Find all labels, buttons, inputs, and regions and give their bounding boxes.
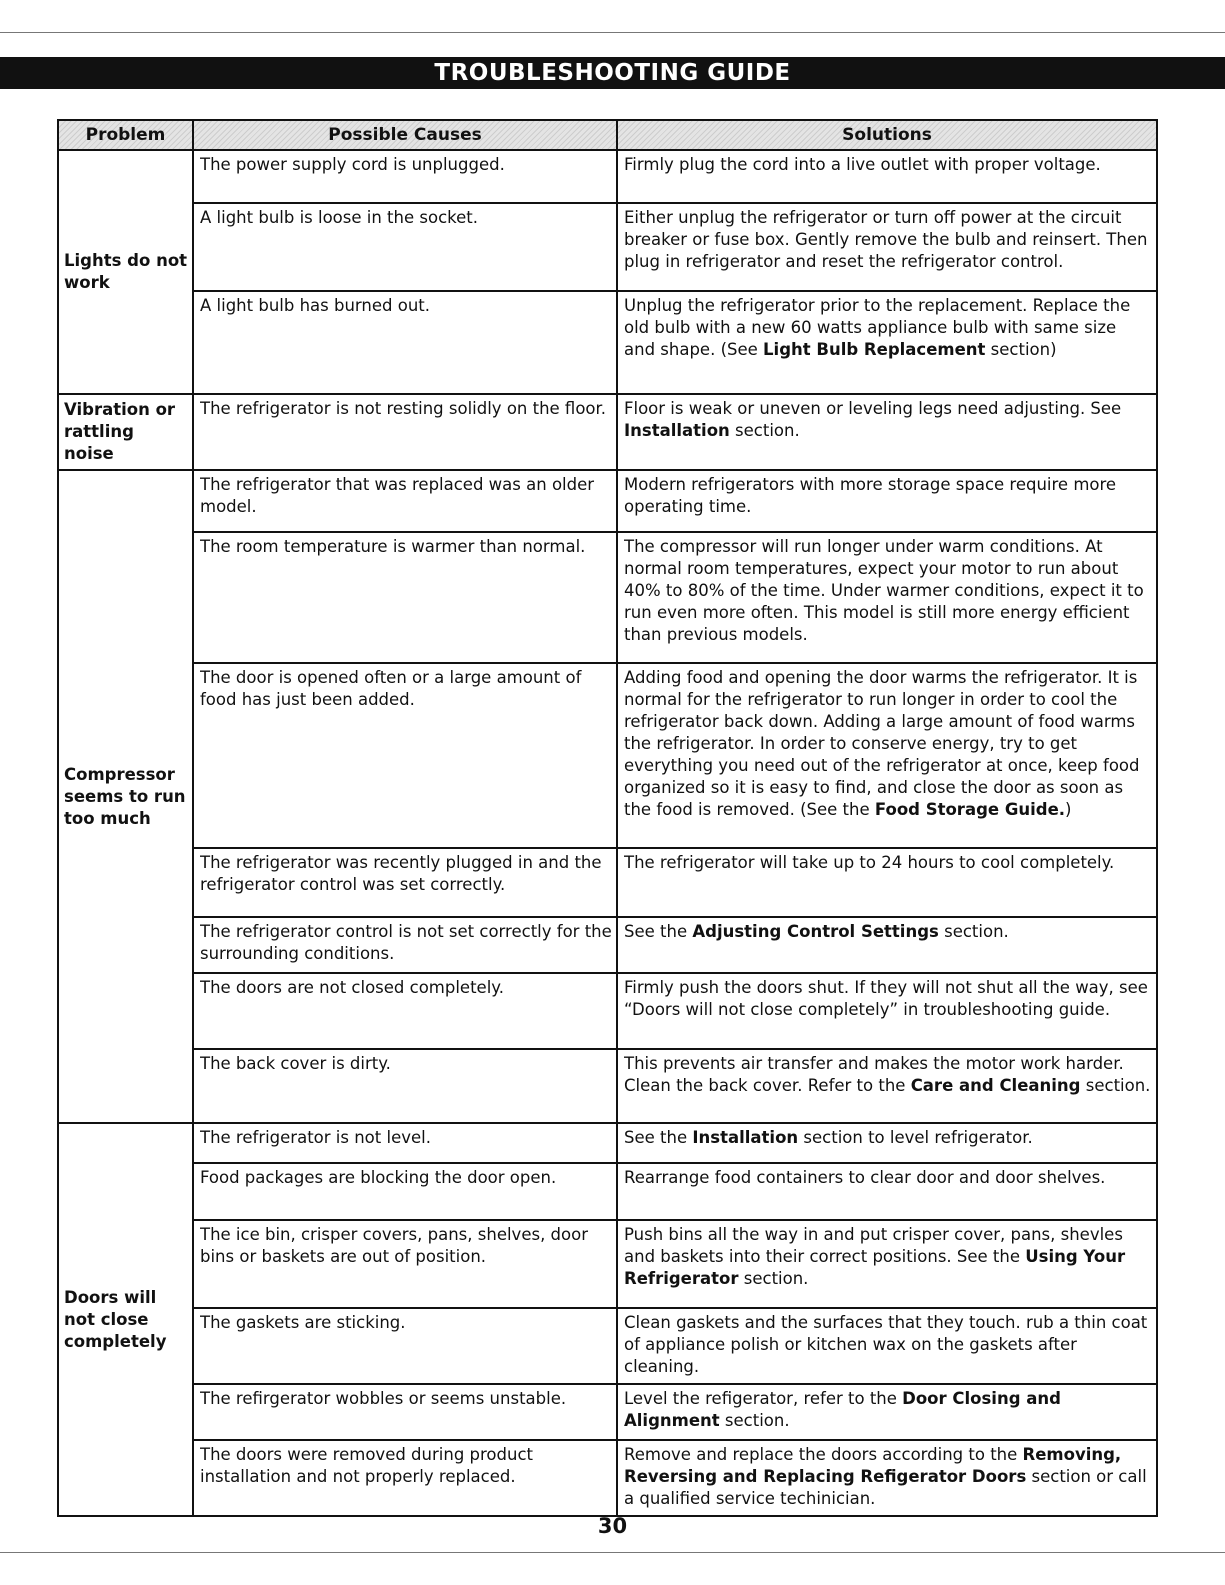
solution-text <box>624 1167 1152 1189</box>
page-title: TROUBLESHOOTING GUIDE <box>0 57 1225 89</box>
solution-text-part: Clean gaskets and the surfaces that they touch. rub a thin coat of appliance polish or kitchen wax on the gaskets after cleaning. <box>624 1313 1148 1376</box>
solution-text <box>624 536 1152 646</box>
table-row <box>58 203 1157 291</box>
cause-cell <box>193 203 617 291</box>
solution-text-part: section. <box>738 1269 809 1288</box>
solution-cell <box>617 150 1157 203</box>
cause-text: The refrigerator is not resting solidly on the floor. <box>200 399 607 418</box>
solution-cell <box>617 470 1157 532</box>
solution-text-part: Remove and replace the doors according to the <box>624 1445 1023 1464</box>
solution-reference: Food Storage Guide. <box>874 800 1066 819</box>
solution-text-part: This prevents air transfer and makes the motor work harder. Clean the back cover. Refer to the <box>624 1054 1124 1095</box>
solution-cell <box>617 1308 1157 1384</box>
solution-text-part: section. <box>719 1411 790 1430</box>
table-row <box>58 1163 1157 1220</box>
solution-text <box>624 852 1152 874</box>
solution-text-part: section) <box>985 340 1057 359</box>
solution-cell <box>617 1440 1157 1516</box>
table-row <box>58 1308 1157 1384</box>
solution-text-part: The refrigerator will take up to 24 hours to cool completely. <box>624 853 1115 872</box>
problem-text: Lights do not work <box>64 251 188 292</box>
solution-cell <box>617 973 1157 1049</box>
cause-cell <box>193 150 617 203</box>
column-header-problem: Problem <box>58 120 193 150</box>
solution-text <box>624 1312 1152 1378</box>
table-row <box>58 1123 1157 1163</box>
column-header-causes: Possible Causes <box>193 120 617 150</box>
column-header-solutions: Solutions <box>617 120 1157 150</box>
header-row <box>58 120 1157 150</box>
cause-cell <box>193 1123 617 1163</box>
table-row <box>58 1384 1157 1440</box>
cause-cell <box>193 1308 617 1384</box>
problem-text: Compressor seems to run too much <box>64 764 186 828</box>
solution-cell <box>617 663 1157 848</box>
table-row <box>58 291 1157 394</box>
solution-text <box>624 921 1152 943</box>
cause-cell <box>193 470 617 532</box>
cause-cell <box>193 848 617 917</box>
solution-text-part: section or call a qualified service techinician. <box>624 1467 1147 1508</box>
page-number: 30 <box>597 1514 628 1538</box>
solution-reference: Door Closing and Alignment <box>624 1389 1061 1430</box>
solution-cell <box>617 394 1157 470</box>
cause-cell <box>193 532 617 663</box>
solution-cell <box>617 203 1157 291</box>
solution-text <box>624 474 1152 518</box>
cause-text: Food packages are blocking the door open. <box>200 1168 557 1187</box>
cause-cell <box>193 917 617 973</box>
cause-text: The refrigerator was recently plugged in and the refrigerator control was set correctly. <box>200 853 602 894</box>
problem-text: Doors will not close completely <box>64 1287 167 1351</box>
solution-cell <box>617 848 1157 917</box>
cause-cell <box>193 1384 617 1440</box>
cause-text: The room temperature is warmer than normal. <box>200 537 586 556</box>
bottom-rule <box>0 1552 1225 1553</box>
solution-cell <box>617 532 1157 663</box>
solution-text-part: Firmly push the doors shut. If they will not shut all the way, see “Doors will not close completely” in troubleshooting guide. <box>624 978 1148 1019</box>
cause-cell <box>193 1049 617 1123</box>
cause-text: The doors are not closed completely. <box>200 978 504 997</box>
cause-text: The back cover is dirty. <box>200 1054 391 1073</box>
cause-cell <box>193 1440 617 1516</box>
solution-reference: Removing, Reversing and Replacing Refigerator Doors <box>624 1445 1122 1486</box>
solution-text <box>624 1127 1152 1149</box>
problem-cell <box>58 394 193 470</box>
solution-text <box>624 1224 1152 1290</box>
top-rule <box>0 32 1225 33</box>
cause-cell <box>193 1220 617 1308</box>
solution-text-part: section. <box>938 922 1009 941</box>
table-row <box>58 1440 1157 1516</box>
cause-text: A light bulb is loose in the socket. <box>200 208 478 227</box>
table-row <box>58 394 1157 470</box>
table-row <box>58 470 1157 532</box>
table-row <box>58 973 1157 1049</box>
solution-text-part: Modern refrigerators with more storage space require more operating time. <box>624 475 1117 516</box>
cause-text: The doors were removed during product installation and not properly replaced. <box>200 1445 533 1486</box>
table-row <box>58 917 1157 973</box>
solution-text-part: section. <box>1080 1076 1151 1095</box>
table-row <box>58 1220 1157 1308</box>
solution-text <box>624 207 1152 273</box>
solution-text <box>624 1053 1152 1097</box>
troubleshooting-table <box>57 119 1158 1517</box>
cause-cell <box>193 973 617 1049</box>
solution-text-part: Adding food and opening the door warms the refrigerator. It is normal for the refrigerator to run longer in order to cool the refrigerator back down. Adding a large amount of food warms the refrigerator. In order to conserve energy, try to get everything you need out of the refrigerator at once, keep food organized so it is easy to find, and close the door as soon as the food is removed. (See the <box>624 668 1140 819</box>
solution-text-part: ) <box>1065 800 1072 819</box>
solution-cell <box>617 291 1157 394</box>
solution-text-part: section. <box>729 421 800 440</box>
solution-text <box>624 977 1152 1021</box>
table-row <box>58 532 1157 663</box>
solution-cell <box>617 1049 1157 1123</box>
solution-reference: Adjusting Control Settings <box>692 922 939 941</box>
solution-text-part: Unplug the refrigerator prior to the replacement. Replace the old bulb with a new 60 watts appliance bulb with same size and shape. (See <box>624 296 1131 359</box>
cause-text: The refirgerator wobbles or seems unstable. <box>200 1389 567 1408</box>
solution-reference: Using Your Refrigerator <box>624 1247 1126 1288</box>
solution-text-part: See the <box>624 1128 693 1147</box>
cause-text: The door is opened often or a large amount of food has just been added. <box>200 668 582 709</box>
table-row <box>58 848 1157 917</box>
table-row <box>58 150 1157 203</box>
cause-text: A light bulb has burned out. <box>200 296 431 315</box>
solution-text-part: Push bins all the way in and put crisper cover, pans, shevles and baskets into their correct positions. See the <box>624 1225 1123 1266</box>
solution-text <box>624 154 1152 176</box>
solution-text <box>624 1388 1152 1432</box>
table-row <box>58 663 1157 848</box>
solution-cell <box>617 1220 1157 1308</box>
solution-text <box>624 667 1152 821</box>
cause-text: The refrigerator is not level. <box>200 1128 431 1147</box>
solution-cell <box>617 1163 1157 1220</box>
problem-text: Vibration or rattling noise <box>64 400 176 463</box>
solution-text-part: See the <box>624 922 693 941</box>
problem-cell <box>58 150 193 394</box>
cause-text: The refrigerator that was replaced was an older model. <box>200 475 595 516</box>
solution-cell <box>617 917 1157 973</box>
solution-reference: Light Bulb Replacement <box>763 340 986 359</box>
cause-text: The refrigerator control is not set correctly for the surrounding conditions. <box>200 922 612 963</box>
solution-cell <box>617 1384 1157 1440</box>
problem-cell <box>58 1123 193 1516</box>
solution-text-part: Rearrange food containers to clear door and door shelves. <box>624 1168 1106 1187</box>
solution-text-part: Firmly plug the cord into a live outlet with proper voltage. <box>624 155 1101 174</box>
cause-cell <box>193 291 617 394</box>
solution-text <box>624 295 1152 361</box>
cause-cell <box>193 1163 617 1220</box>
solution-text <box>624 1444 1152 1510</box>
solution-cell <box>617 1123 1157 1163</box>
solution-text <box>624 398 1152 442</box>
solution-text-part: Floor is weak or uneven or leveling legs need adjusting. See <box>624 399 1122 418</box>
cause-cell <box>193 394 617 470</box>
problem-cell <box>58 470 193 1123</box>
solution-text-part: Either unplug the refrigerator or turn off power at the circuit breaker or fuse box. Gently remove the bulb and reinsert. Then plug in refrigerator and reset the refrigerator control. <box>624 208 1148 271</box>
cause-text: The ice bin, crisper covers, pans, shelves, door bins or baskets are out of position. <box>200 1225 588 1266</box>
cause-cell <box>193 663 617 848</box>
cause-text: The power supply cord is unplugged. <box>200 155 505 174</box>
table-row <box>58 1049 1157 1123</box>
solution-reference: Installation <box>624 421 730 440</box>
solution-text-part: Level the refigerator, refer to the <box>624 1389 903 1408</box>
solution-reference: Care and Cleaning <box>910 1076 1081 1095</box>
solution-reference: Installation <box>692 1128 799 1147</box>
solution-text-part: section to level refrigerator. <box>798 1128 1033 1147</box>
cause-text: The gaskets are sticking. <box>200 1313 406 1332</box>
solution-text-part: The compressor will run longer under warm conditions. At normal room temperatures, expect your motor to run about 40% to 80% of the time. Under warmer conditions, expect it to run even more often. This model is still more energy efficient than previous models. <box>624 537 1144 644</box>
